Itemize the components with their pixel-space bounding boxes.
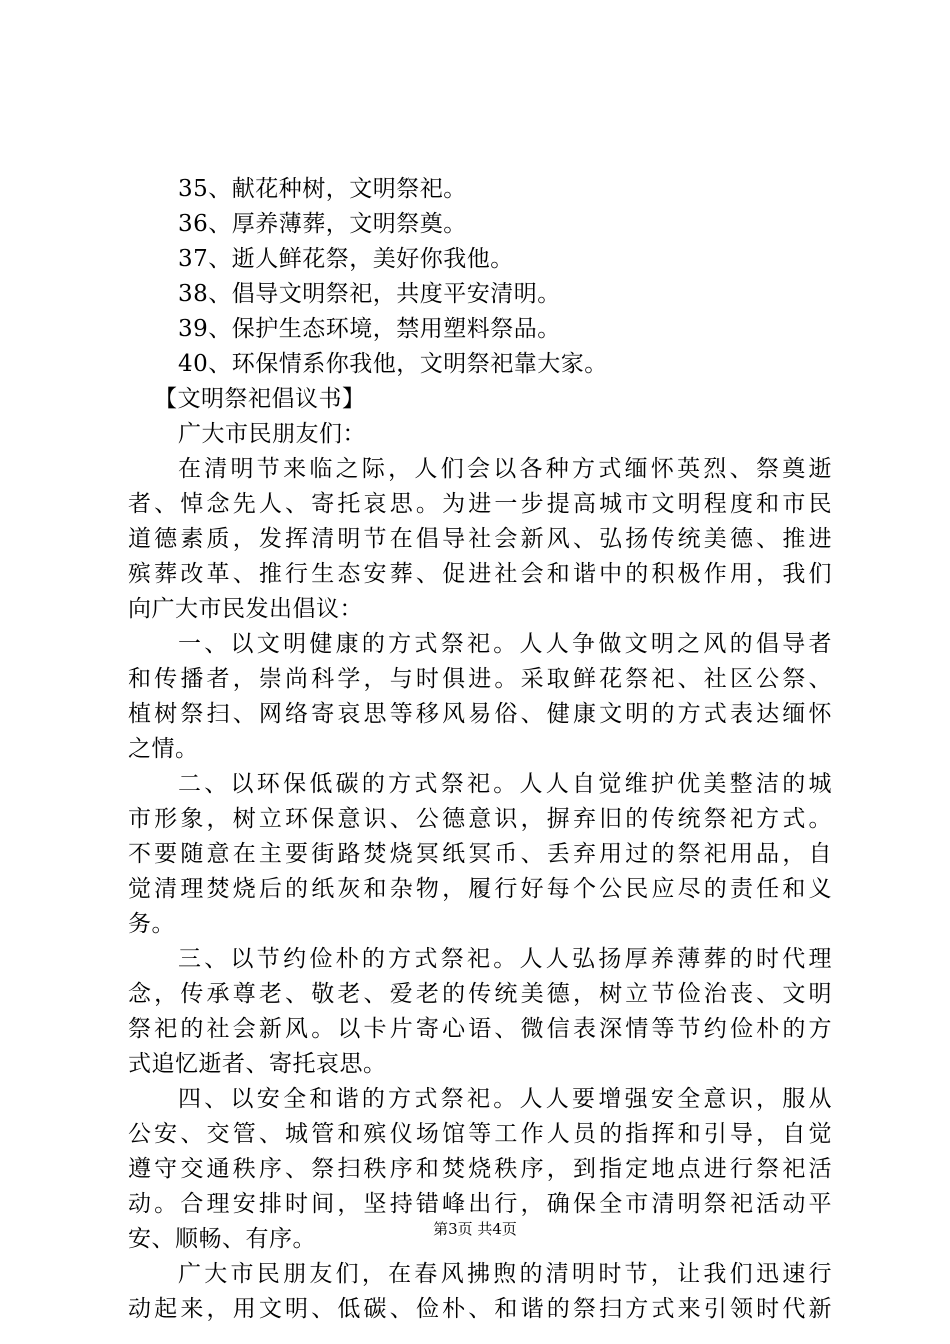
slogan-line: 36、厚养薄葬，文明祭奠。 <box>178 211 467 237</box>
paragraph-line: 四、以安全和谐的方式祭祀。人人要增强安全意识，服从 <box>178 1086 832 1112</box>
paragraph-line: 动起来，用文明、低碳、俭朴、和谐的祭扫方式来引领时代新 <box>128 1296 832 1322</box>
slogan-line: 35、献花种树，文明祭祀。 <box>178 176 467 202</box>
paragraph-line: 三、以节约俭朴的方式祭祀。人人弘扬厚养薄葬的时代理 <box>178 946 832 972</box>
paragraph-line: 广大市民朋友们，在春风拂煦的清明时节，让我们迅速行 <box>178 1261 832 1287</box>
paragraph-line: 在清明节来临之际，人们会以各种方式缅怀英烈、祭奠逝 <box>178 456 832 482</box>
paragraph-line: 市形象，树立环保意识、公德意识，摒弃旧的传统祭祀方式。 <box>128 806 832 832</box>
paragraph-line: 向广大市民发出倡议： <box>128 596 363 622</box>
paragraph-line: 式追忆逝者、寄托哀思。 <box>128 1051 387 1077</box>
paragraph-line: 者、悼念先人、寄托哀思。为进一步提高城市文明程度和市民 <box>128 491 832 517</box>
paragraph-line: 安、顺畅、有序。 <box>128 1226 316 1252</box>
slogan-line: 40、环保情系你我他，文明祭祀靠大家。 <box>178 351 608 377</box>
paragraph-line: 之情。 <box>128 736 199 762</box>
paragraph-line: 和传播者，崇尚科学，与时俱进。采取鲜花祭祀、社区公祭、 <box>128 666 832 692</box>
paragraph-intro <box>128 452 832 627</box>
document-body <box>128 172 832 1327</box>
paragraph-line: 务。 <box>128 911 175 937</box>
paragraph-item-3 <box>128 942 832 1082</box>
paragraph-line: 道德素质，发挥清明节在倡导社会新风、弘扬传统美德、推进 <box>128 526 832 552</box>
slogan-line: 39、保护生态环境，禁用塑料祭品。 <box>178 316 561 342</box>
paragraph-closing <box>128 1257 832 1327</box>
paragraph-line: 觉清理焚烧后的纸灰和杂物，履行好每个公民应尽的责任和义 <box>128 876 832 902</box>
salutation: 广大市民朋友们： <box>178 421 366 447</box>
paragraph-line: 二、以环保低碳的方式祭祀。人人自觉维护优美整洁的城 <box>178 771 832 797</box>
paragraph-line: 殡葬改革、推行生态安葬、促进社会和谐中的积极作用，我们 <box>128 561 832 587</box>
paragraph-line: 祭祀的社会新风。以卡片寄心语、微信表深情等节约俭朴的方 <box>128 1016 832 1042</box>
page-footer: 第3页 共4页 <box>433 1220 517 1238</box>
paragraph-line: 动。合理安排时间，坚持错峰出行，确保全市清明祭祀活动平 <box>128 1191 832 1217</box>
paragraph-line: 不要随意在主要街路焚烧冥纸冥币、丢弃用过的祭祀用品，自 <box>128 841 832 867</box>
paragraph-line: 遵守交通秩序、祭扫秩序和焚烧秩序，到指定地点进行祭祀活 <box>128 1156 832 1182</box>
paragraph-line: 公安、交管、城管和殡仪场馆等工作人员的指挥和引导，自觉 <box>128 1121 832 1147</box>
paragraph-item-2 <box>128 767 832 942</box>
section-heading: 【文明祭祀倡议书】 <box>154 386 366 412</box>
slogan-line: 38、倡导文明祭祀，共度平安清明。 <box>178 281 561 307</box>
slogan-line: 37、逝人鲜花祭，美好你我他。 <box>178 246 514 272</box>
paragraph-line: 念，传承尊老、敬老、爱老的传统美德，树立节俭治丧、文明 <box>128 981 832 1007</box>
paragraph-item-1 <box>128 627 832 767</box>
paragraph-line: 植树祭扫、网络寄哀思等移风易俗、健康文明的方式表达缅怀 <box>128 701 832 727</box>
paragraph-line: 一、以文明健康的方式祭祀。人人争做文明之风的倡导者 <box>178 631 832 657</box>
